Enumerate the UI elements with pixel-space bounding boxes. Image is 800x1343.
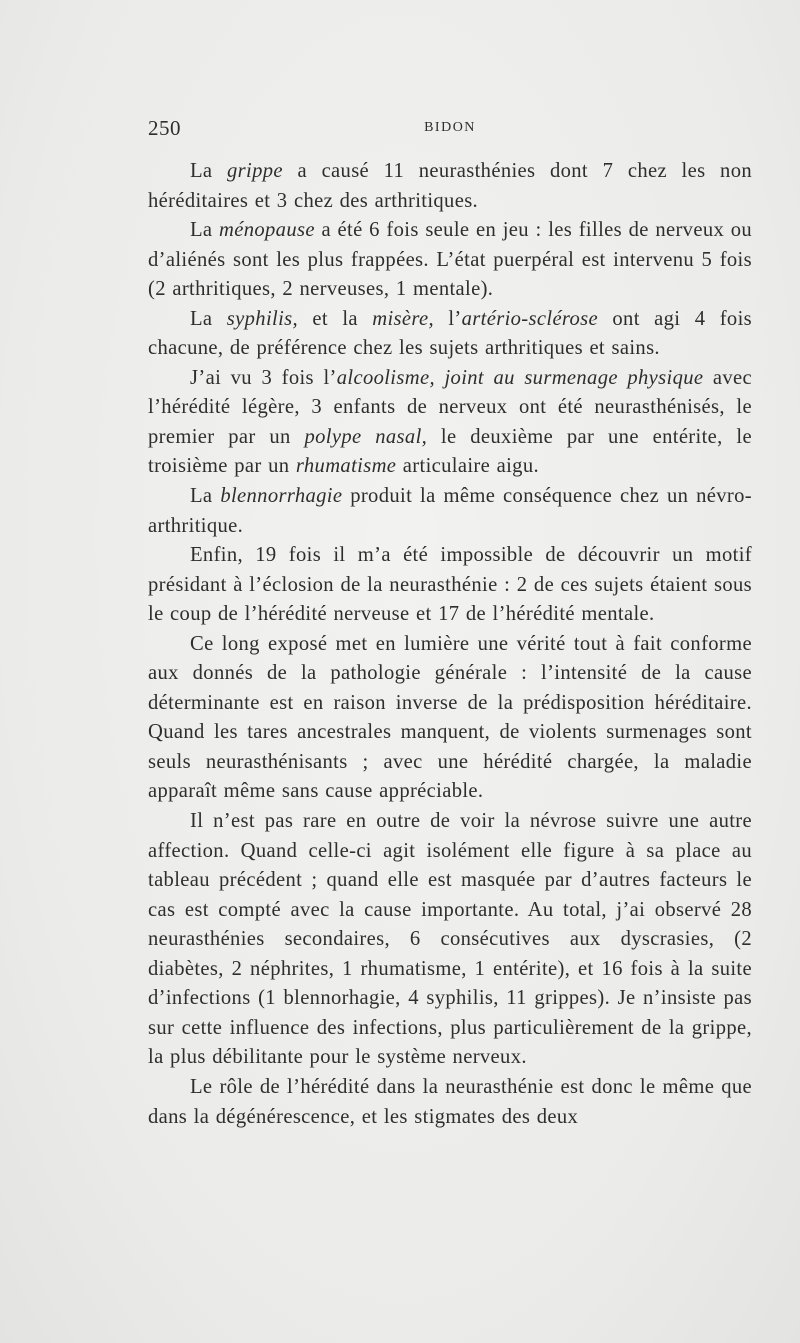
italic-term: misère, — [372, 307, 434, 330]
running-head-title: BIDON — [424, 120, 476, 135]
text-run: Enfin, 19 fois il m’a été impossible de découvrir un motif présidant à l’éclosion de la neurasthénie : 2 de ces sujets étaient sous le coup de l’hérédité nerveuse et 17 de l’hérédité mentale. — [148, 544, 752, 626]
text-run: La — [190, 485, 221, 508]
text-run: J’ai vu 3 fois l’ — [190, 366, 337, 389]
paragraph — [148, 1073, 752, 1132]
text-run: Ce long exposé met en lumière une vérité tout à fait conforme aux donnés de la pathologie générale : l’intensité de la cause déterminante est en raison inverse de la prédisposition héréditaire. Quand les tares ancestrales manquent, de violents surmenages sont seuls neurasthénisants ; avec une hérédité chargée, la maladie apparaît même sans cause appréciable. — [148, 632, 752, 803]
text-run: La — [190, 307, 227, 330]
text-run: articulaire aigu. — [396, 455, 539, 478]
paragraph — [148, 157, 752, 216]
italic-term: ménopause — [219, 219, 315, 242]
italic-term: blennorrhagie — [220, 485, 343, 508]
text-run: La — [190, 219, 220, 242]
text-run: La — [190, 160, 228, 182]
italic-term: artério-sclérose — [461, 307, 599, 330]
page-number: 250 — [148, 116, 181, 140]
italic-term: alcoolisme, joint au surmenage physique — [336, 366, 704, 389]
text-run: a causé 11 neurasthénies dont 7 chez les non héréditaires et 3 chez des arthritiques. — [148, 160, 752, 212]
text-run: ont agi 4 fois chacune, de préférence chez les sujets arthritiques et sains. — [148, 307, 753, 360]
text-run: avec l’hérédité légère, 3 enfants de nerveux ont été neurasthénisés, le premier par un — [148, 366, 752, 448]
text-run: a été 6 fois seule en jeu : les filles de nerveux ou d’aliénés sont les plus frappées. L’état puerpéral est intervenu 5 fois (2 arthritiques, 2 nerveuses, 1 mentale). — [148, 219, 753, 301]
italic-term: grippe — [227, 160, 283, 182]
paragraph — [148, 541, 752, 630]
text-run: et la — [298, 307, 373, 330]
text-run: Il n’est pas rare en outre de voir la névrose suivre une autre affection. Quand celle-ci agit isolément elle figure à sa place au tableau précédent ; quand elle est masquée par d’autres facteurs le cas est compté avec la cause importante. Au total, j’ai observé 28 neurasthénies secondaires, 6 consécutives aux dyscrasies, (2 diabètes, 2 néphrites, 1 rhumatisme, 1 entérite), et 16 fois à la suite d’infections (1 blennorhagie, 4 syphilis, 11 grippes). Je n’insiste pas sur cette influence des infections, plus particulièrement de la grippe, la plus débilitante pour le système nerveux. — [148, 810, 752, 1069]
paragraph — [148, 216, 752, 305]
italic-term: syphilis, — [226, 307, 299, 330]
italic-term: rhumatisme — [295, 455, 397, 478]
paragraph — [148, 807, 752, 1073]
paragraph — [148, 364, 752, 482]
running-head — [148, 116, 752, 144]
text-run: le deuxième par une entérite, le troisième par un — [148, 425, 752, 478]
text-run: Le rôle de l’hérédité dans la neurasthénie est donc le même que dans la dégénérescence, et les stigmates des deux — [148, 1075, 752, 1128]
paragraph — [148, 630, 752, 807]
text-run: produit la même conséquence chez un névro-arthritique. — [148, 485, 752, 537]
paragraph — [148, 305, 752, 364]
body-text — [148, 157, 752, 1132]
paragraph — [148, 482, 752, 541]
italic-term: polype nasal, — [304, 425, 428, 448]
text-run: l’ — [434, 307, 462, 330]
